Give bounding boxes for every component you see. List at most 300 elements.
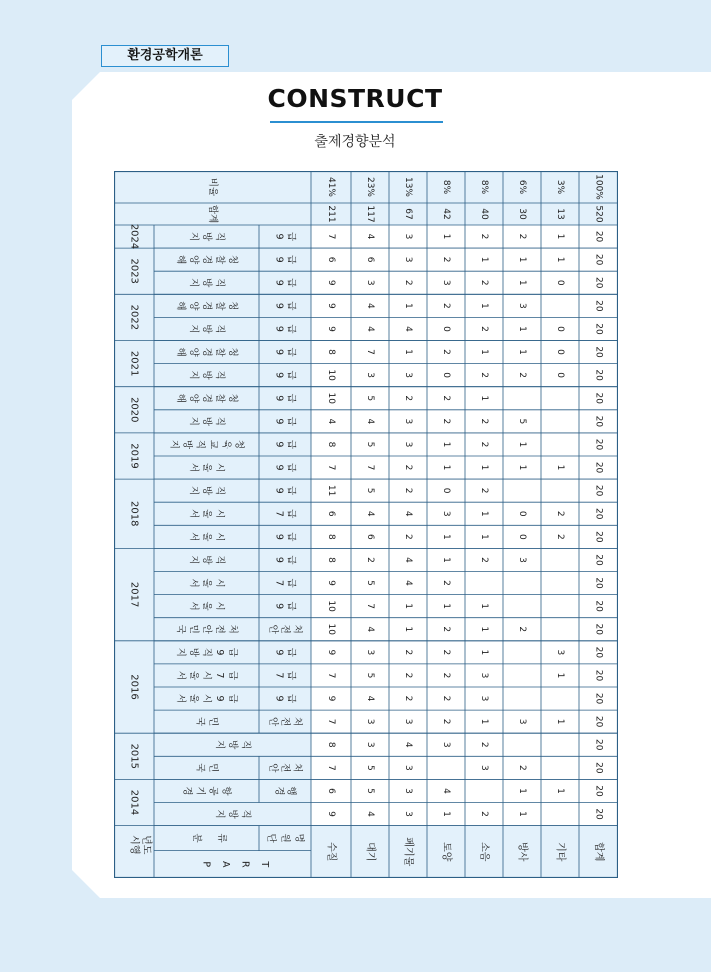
org-label-char: 해 (175, 347, 186, 357)
grade-label-char: 9 (273, 556, 285, 563)
grade-label-char: 급 (285, 278, 297, 288)
total-value: 13 (555, 208, 565, 220)
org-label-char: 지 (168, 439, 180, 450)
org-label-char: 울 (201, 601, 212, 611)
cell-value: 9 (326, 695, 336, 702)
cell-value: 5 (365, 672, 375, 679)
cell-value: 4 (365, 233, 375, 240)
total-value: 520 (593, 205, 604, 223)
grade-label-char: 9 (273, 418, 285, 425)
grade-label-char: 9 (273, 325, 285, 332)
grade-label-char: 9 (273, 603, 285, 610)
cell-value: 20 (593, 646, 604, 659)
org-label-char: 양 (188, 393, 199, 403)
cell-value: 20 (593, 508, 604, 520)
cell-value: 2 (441, 395, 451, 402)
cell-value: 2 (479, 741, 489, 748)
cell-value: 20 (593, 415, 604, 428)
cell-value: 2 (479, 418, 489, 425)
cell-value: 7 (326, 718, 336, 725)
year-label: 2018 (128, 501, 140, 527)
cell-value: 3 (403, 418, 413, 425)
cell-value: 2 (555, 510, 565, 517)
org-label-char: 7 (214, 672, 225, 679)
cell-value: 4 (365, 811, 375, 817)
org-label-char: 서 (175, 670, 186, 681)
column-header: 수질 (325, 842, 337, 862)
org-label-char: 방 (201, 231, 212, 242)
cell-value: 9 (326, 580, 336, 586)
cell-value: 9 (326, 279, 336, 286)
org-label-char: 울 (201, 462, 212, 473)
cell-value: 2 (403, 672, 413, 679)
org-label-char: 서 (188, 509, 199, 519)
org-label-char: 직 (240, 809, 251, 819)
total-value: 211 (326, 205, 336, 223)
cell-value: 2 (479, 811, 489, 817)
ratio-value: 8% (441, 179, 451, 195)
org-label-char: 찰 (214, 393, 225, 403)
cell-value: 2 (479, 279, 489, 286)
grade-label-char: 9 (273, 395, 285, 402)
grade-label-char: 급 (285, 439, 297, 450)
cell-value: 7 (365, 603, 375, 610)
cell-value: 1 (479, 533, 489, 540)
cell-value: 2 (517, 372, 527, 379)
org-label-char: 직 (240, 740, 251, 750)
grade-label-char: 9 (273, 349, 285, 356)
cell-value: 20 (593, 669, 604, 682)
ratio-value: 100% (593, 174, 604, 200)
cell-value: 0 (441, 372, 451, 379)
cell-value: 1 (555, 256, 565, 263)
org-label-char: 서 (188, 578, 199, 588)
cell-value: 3 (517, 718, 527, 725)
org-label (214, 809, 252, 819)
ratio-value: 23% (365, 176, 375, 198)
cell-value: 1 (479, 464, 489, 471)
year-label: 2017 (128, 581, 140, 608)
org-label (188, 578, 225, 587)
org-label-char: 시 (201, 670, 212, 681)
column-header: 합계 (593, 842, 604, 862)
book-title-tag: 환경공학개론 (101, 45, 229, 67)
corner-year-label: 년도 (140, 835, 152, 855)
org-label-char: 기 (194, 786, 206, 796)
org-label-char: 9 (214, 695, 225, 702)
cell-value: 0 (441, 487, 451, 494)
cell-value: 2 (441, 302, 451, 309)
org-label-char: 급 (227, 647, 238, 657)
org-label (188, 555, 226, 565)
org-label-char: 직 (214, 324, 225, 334)
cell-value: 7 (326, 764, 336, 771)
org-label (175, 671, 238, 680)
cell-value: 2 (555, 533, 565, 540)
org-label-char: 청 (227, 255, 238, 265)
corner-part-label-char: A (219, 861, 231, 868)
org-label-char: 직 (201, 647, 212, 657)
grade-label-char: 7 (273, 672, 285, 679)
cell-value: 20 (593, 600, 604, 612)
cell-value: 1 (441, 464, 451, 471)
grade-label (268, 763, 304, 773)
corner-part-label-char: R (239, 860, 251, 868)
grade-label-char: 7 (273, 510, 285, 517)
org-label (188, 602, 225, 611)
cell-value: 2 (441, 256, 451, 263)
org-label-char: 처 (227, 624, 238, 634)
cell-value: 2 (441, 649, 451, 656)
org-label-char: 경 (201, 347, 212, 357)
cell-value: 3 (441, 279, 451, 286)
cell-value: 20 (593, 692, 604, 705)
org-label-char: 시 (214, 532, 225, 542)
cell-value: 4 (365, 626, 375, 633)
grade-label (268, 625, 304, 635)
grade-label-char: 급 (285, 693, 297, 704)
cell-value: 1 (441, 557, 451, 563)
cell-value: 20 (593, 715, 604, 728)
cell-value: 1 (517, 788, 527, 794)
org-label-char: 방 (181, 439, 193, 450)
grade-label-char: 급 (285, 370, 297, 380)
cell-value: 1 (479, 395, 489, 402)
cell-value: 7 (326, 464, 336, 471)
cell-value: 3 (517, 302, 527, 309)
cell-value: 1 (403, 603, 413, 610)
org-label-char: 양 (188, 255, 199, 265)
cell-value: 3 (365, 718, 375, 725)
corner-agency-label-char: 단 (265, 833, 277, 843)
corner-agency-label (266, 834, 306, 844)
column-header: 대기 (364, 842, 376, 862)
org-label-char: 안 (201, 624, 212, 634)
org-label (188, 232, 226, 242)
org-label-char: 방 (201, 416, 212, 426)
cell-value: 20 (593, 461, 604, 474)
cell-value: 2 (441, 718, 451, 725)
cell-value: 2 (441, 626, 451, 633)
cell-value: 1 (517, 349, 527, 355)
org-label (214, 740, 252, 750)
cell-value: 0 (441, 326, 451, 332)
cell-value: 9 (326, 326, 336, 332)
column-header-bg (311, 826, 618, 878)
org-label-char: 육 (220, 439, 232, 450)
grade-label-char: 급 (285, 670, 297, 681)
org-label (188, 278, 226, 288)
org-label-char: 해 (175, 301, 186, 311)
org-label-char: 시 (201, 693, 212, 704)
cell-value: 20 (593, 785, 604, 797)
cell-value: 3 (403, 441, 413, 448)
cell-value: 5 (365, 764, 375, 771)
cell-value: 3 (365, 741, 375, 748)
cell-value: 7 (326, 233, 336, 240)
org-label-char: 방 (227, 740, 238, 750)
year-label: 2014 (128, 789, 140, 816)
cell-value: 4 (365, 418, 375, 425)
cell-value: 4 (365, 510, 375, 517)
cell-value: 3 (403, 256, 413, 263)
org-label-char: 교 (207, 439, 219, 450)
grade-label-char: 처 (291, 624, 303, 634)
org-label-char: 공 (207, 786, 219, 796)
org-label (188, 509, 225, 518)
cell-value: 6 (326, 510, 336, 517)
org-label-char: 청 (227, 301, 238, 311)
cell-value: 4 (365, 326, 375, 332)
org-label-char: 시 (214, 601, 225, 611)
cell-value: 3 (479, 764, 489, 771)
org-label-char: 찰 (214, 301, 225, 311)
cell-value: 2 (403, 533, 413, 540)
year-label: 2022 (128, 304, 140, 331)
cell-value: 20 (593, 438, 604, 451)
cell-value: 0 (555, 372, 565, 379)
org-label-char: 직 (214, 370, 225, 380)
grade-label-char: 9 (273, 279, 285, 286)
cell-value: 3 (403, 764, 413, 771)
cell-value: 2 (403, 395, 413, 402)
cell-value: 1 (479, 603, 489, 610)
cell-value: 4 (403, 741, 413, 748)
cell-value: 2 (479, 557, 489, 563)
org-label-char: 지 (188, 555, 199, 565)
cell-value: 1 (479, 256, 489, 263)
cell-value: 2 (479, 233, 489, 240)
org-label (188, 417, 226, 427)
grade-label-char: 급 (285, 647, 297, 657)
cell-value: 2 (441, 349, 451, 355)
org-label-char: 방 (201, 278, 212, 288)
org-label-char: 시 (214, 462, 225, 473)
org-label (175, 347, 239, 357)
grade-label-char: 9 (273, 487, 285, 494)
org-label (175, 625, 239, 635)
cell-value: 20 (593, 808, 604, 820)
cell-value: 1 (479, 302, 489, 309)
org-label-char: 항 (220, 786, 232, 796)
org-label-char: 직 (194, 439, 206, 450)
year-label: 2020 (128, 397, 140, 423)
cell-value: 3 (403, 788, 413, 794)
cell-value: 6 (365, 256, 375, 263)
total-value: 40 (479, 208, 489, 220)
cell-value: 20 (593, 253, 604, 266)
grade-label-char: 급 (285, 601, 297, 611)
cell-value: 7 (365, 349, 375, 355)
cell-value: 7 (365, 464, 375, 471)
org-label-char: 민 (188, 624, 199, 634)
grade-label-char: 급 (285, 347, 297, 357)
cell-value: 8 (326, 533, 336, 540)
cell-value: 3 (365, 649, 375, 656)
grade-label-char: 급 (285, 578, 297, 588)
ratio-value: 8% (479, 179, 489, 195)
corner-dept-label-char: 분 (191, 833, 202, 843)
column-header: 기타 (554, 842, 566, 862)
cell-value: 20 (593, 369, 604, 381)
cell-value: 8 (326, 441, 336, 448)
grade-label-char: 경 (273, 786, 285, 796)
cell-value: 3 (441, 510, 451, 517)
column-header: 방사 (516, 842, 528, 862)
cell-value: 0 (555, 349, 565, 355)
org-label-char: 직 (214, 486, 225, 496)
grade-label-char: 급 (285, 231, 297, 242)
cell-value: 2 (441, 580, 451, 586)
grade-label-char: 급 (285, 462, 297, 473)
grade-label-char: 급 (285, 393, 297, 403)
org-label-char: 직 (214, 231, 225, 242)
cell-value: 20 (593, 230, 604, 243)
grade-label-char: 안 (267, 763, 279, 773)
cell-value: 20 (593, 484, 604, 497)
cell-value: 1 (441, 533, 451, 540)
cell-value: 10 (326, 392, 336, 404)
org-label (188, 324, 226, 334)
cell-value: 2 (403, 649, 413, 656)
org-label-char: 청 (227, 393, 238, 403)
org-label-char: 양 (188, 347, 199, 357)
org-label-char: 시 (214, 509, 225, 519)
cell-value: 1 (403, 349, 413, 355)
org-label-char: 해 (175, 255, 186, 265)
cell-value: 20 (593, 762, 604, 774)
org-label-char: 방 (188, 647, 199, 657)
cell-value: 1 (403, 302, 413, 309)
org-label-char: 9 (214, 649, 225, 656)
org-label-char: 방 (201, 324, 212, 334)
org-label-char: 방 (201, 555, 212, 565)
cell-value: 1 (441, 441, 451, 448)
cell-value: 4 (441, 788, 451, 794)
org-label-char: 울 (201, 509, 212, 519)
cell-value: 4 (365, 695, 375, 702)
grade-label (274, 786, 298, 795)
org-label-char: 지 (214, 740, 225, 750)
grade-label-char: 급 (285, 301, 297, 311)
cell-value: 3 (441, 741, 451, 748)
grade-label-char: 급 (285, 509, 297, 519)
org-label (175, 394, 239, 404)
grade-label-char: 급 (285, 532, 297, 542)
org-label-char: 경 (201, 301, 212, 311)
grade-label-char: 전 (279, 624, 291, 634)
column-header: 소음 (478, 842, 490, 862)
cell-value: 4 (403, 510, 413, 517)
ratio-value: 13% (403, 176, 413, 198)
org-label-char: 울 (201, 532, 212, 542)
cell-value: 0 (517, 533, 527, 540)
org-label-char: 급 (227, 693, 238, 704)
cell-value: 5 (365, 487, 375, 494)
cell-value: 0 (517, 510, 527, 517)
exam-trend-table-svg (114, 171, 618, 878)
cell-value: 1 (517, 326, 527, 332)
ratio-value: 6% (517, 179, 527, 195)
cell-value: 5 (365, 788, 375, 794)
cell-value: 10 (326, 600, 336, 612)
org-label-char: 국 (194, 763, 206, 773)
cell-value: 20 (593, 277, 604, 289)
cell-value: 1 (555, 672, 565, 679)
corner-part-label-char: T (258, 861, 270, 868)
cell-value: 1 (479, 510, 489, 517)
cell-value: 7 (326, 672, 336, 679)
grade-label-char: 9 (273, 256, 285, 263)
page-title: CONSTRUCT (267, 84, 443, 113)
org-label-char: 경 (201, 393, 212, 403)
cell-value: 3 (403, 718, 413, 725)
cell-value: 20 (593, 392, 604, 404)
org-label-char: 경 (201, 255, 212, 265)
cell-value: 2 (517, 233, 527, 240)
org-label-char: 경 (181, 786, 193, 796)
org-label-char: 서 (188, 532, 199, 542)
ratio-value: 41% (326, 176, 336, 198)
total-value: 30 (517, 208, 527, 220)
cell-value: 2 (479, 487, 489, 494)
year-label: 2024 (128, 223, 140, 250)
cell-value: 5 (517, 418, 527, 425)
cell-value: 4 (403, 580, 413, 586)
org-label-char: 방 (227, 809, 238, 819)
cell-value: 5 (365, 441, 375, 448)
grade-label-char: 안 (267, 717, 279, 727)
grade-label-char: 9 (273, 464, 285, 471)
grade-label-char: 급 (285, 555, 297, 565)
cell-value: 4 (365, 302, 375, 309)
cell-value: 0 (555, 326, 565, 332)
cell-value: 2 (441, 695, 451, 702)
cell-value: 3 (403, 372, 413, 379)
total-value: 67 (403, 208, 413, 220)
total-label: 합계 (207, 204, 218, 224)
cell-value: 1 (479, 649, 489, 656)
grade-label-char: 처 (291, 763, 303, 773)
cell-value: 2 (403, 695, 413, 702)
org-label-char: 민 (207, 717, 219, 727)
cell-value: 20 (593, 554, 604, 566)
cell-value: 20 (593, 346, 604, 358)
org-label-char: 민 (207, 763, 219, 773)
org-label-char: 찰 (214, 347, 225, 357)
cell-value: 1 (403, 626, 413, 633)
org-label (188, 371, 226, 381)
org-label-char: 직 (214, 416, 225, 426)
org-label-char: 울 (201, 578, 212, 588)
org-label-char: 지 (188, 416, 199, 426)
cell-value: 4 (403, 326, 413, 332)
org-label-char: 청 (233, 439, 245, 450)
org-label (188, 463, 225, 472)
org-label-char: 해 (175, 393, 186, 403)
grade-label-char: 전 (279, 717, 291, 727)
cell-value: 2 (479, 372, 489, 379)
cell-value: 2 (517, 764, 527, 771)
grade-label-char: 9 (273, 372, 285, 379)
year-label: 2016 (128, 674, 140, 700)
grade-label-char: 9 (273, 441, 285, 448)
cell-value: 2 (479, 441, 489, 448)
cell-value: 3 (403, 233, 413, 240)
ratio-value: 3% (555, 179, 565, 195)
cell-value: 20 (593, 531, 604, 543)
cell-value: 1 (441, 233, 451, 240)
